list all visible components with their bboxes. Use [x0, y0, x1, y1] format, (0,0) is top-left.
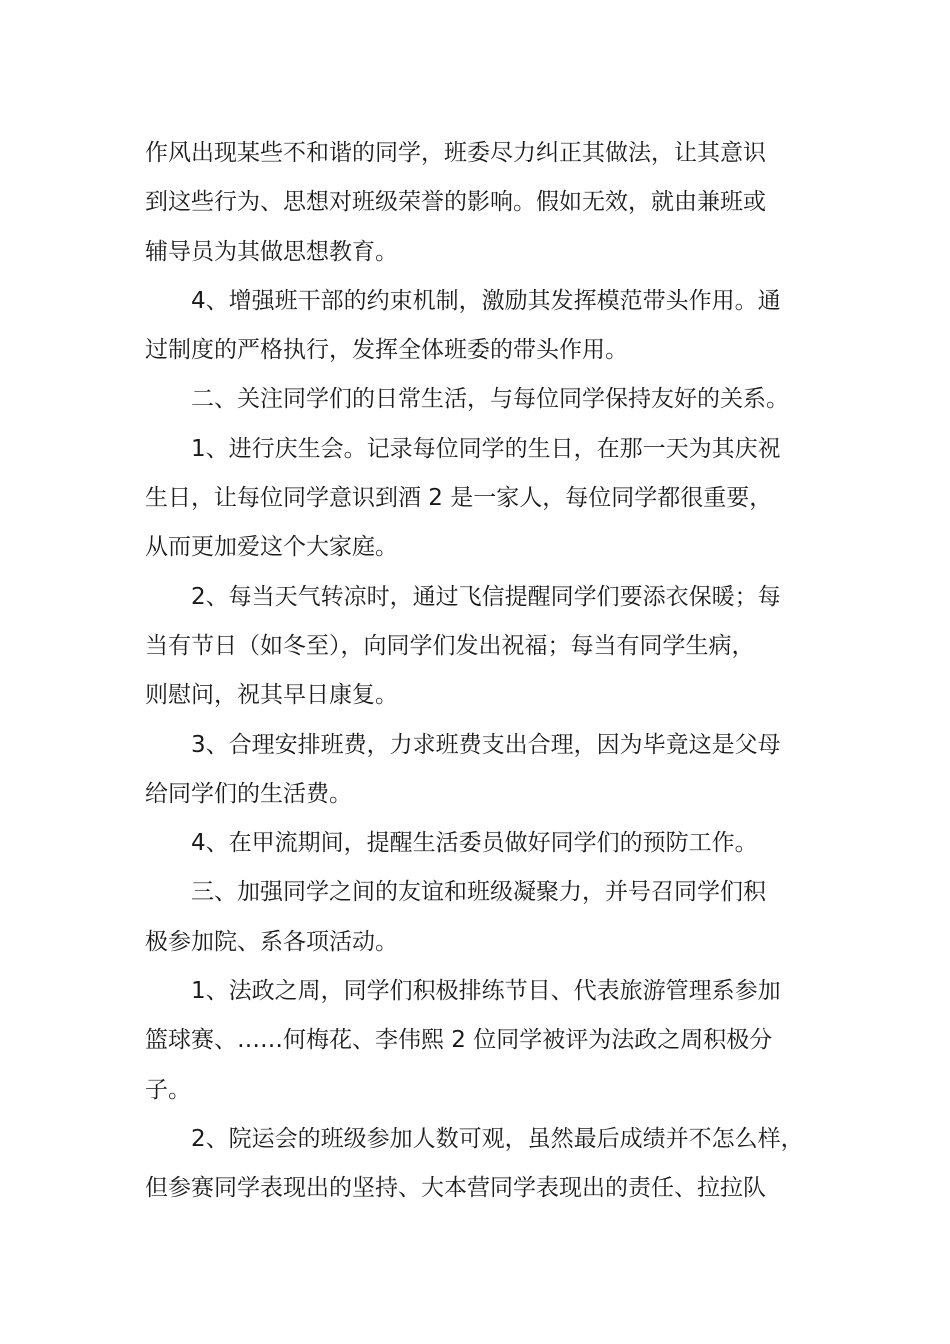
text-line: 则慰问，祝其早日康复。: [145, 682, 398, 709]
text-line: 极参加院、系各项活动。: [145, 928, 398, 955]
text-line: 当有节日（如冬至），向同学们发出祝福；每当有同学生病，: [145, 632, 755, 659]
text-line: 子。: [145, 1076, 191, 1103]
paragraph: [145, 425, 825, 573]
text-line: 三、加强同学之间的友谊和班级凝聚力，并号召同学们积: [191, 879, 766, 906]
text-line: 辅导员为其做思想教育。: [145, 238, 398, 265]
text-line: 生日，让每位同学意识到酒 2 是一家人，每位同学都很重要，: [145, 485, 773, 512]
text-line: 1、法政之周，同学们积极排练节目、代表旅游管理系参加: [191, 978, 781, 1005]
text-line: 作风出现某些不和谐的同学，班委尽力纠正其做法，让其意识: [145, 140, 766, 166]
text-line: 篮球赛、……何梅花、李伟熙 2 位同学被评为法政之周积极分: [145, 1027, 773, 1054]
document-body: [145, 129, 825, 1214]
paragraph: [145, 819, 825, 868]
paragraph: [145, 129, 825, 277]
paragraph: [145, 375, 825, 424]
text-line: 3、合理安排班费，力求班费支出合理，因为毕竟这是父母: [191, 731, 781, 758]
text-line: 到这些行为、思想对班级荣誉的影响。假如无效，就由兼班或: [145, 189, 766, 216]
text-line: 4、增强班干部的约束机制，激励其发挥模范带头作用。通: [191, 287, 781, 314]
paragraph: [145, 1115, 825, 1214]
text-line: 2、院运会的班级参加人数可观，虽然最后成绩并不怎么样，: [191, 1125, 804, 1152]
text-line: 过制度的严格执行，发挥全体班委的带头作用。: [145, 337, 628, 364]
text-line: 1、进行庆生会。记录每位同学的生日，在那一天为其庆祝: [191, 435, 781, 462]
text-line: 二、关注同学们的日常生活，与每位同学保持友好的关系。: [191, 386, 789, 413]
paragraph: [145, 573, 825, 721]
paragraph: [145, 967, 825, 1115]
text-line: 2、每当天气转凉时，通过飞信提醒同学们要添衣保暖；每: [191, 583, 781, 610]
text-line: 但参赛同学表现出的坚持、大本营同学表现出的责任、拉拉队: [145, 1175, 766, 1202]
text-line: 从而更加爱这个大家庭。: [145, 534, 398, 561]
paragraph: [145, 868, 825, 967]
paragraph: [145, 721, 825, 820]
text-line: 给同学们的生活费。: [145, 780, 352, 807]
text-line: 4、在甲流期间，提醒生活委员做好同学们的预防工作。: [191, 830, 758, 857]
paragraph: [145, 277, 825, 376]
